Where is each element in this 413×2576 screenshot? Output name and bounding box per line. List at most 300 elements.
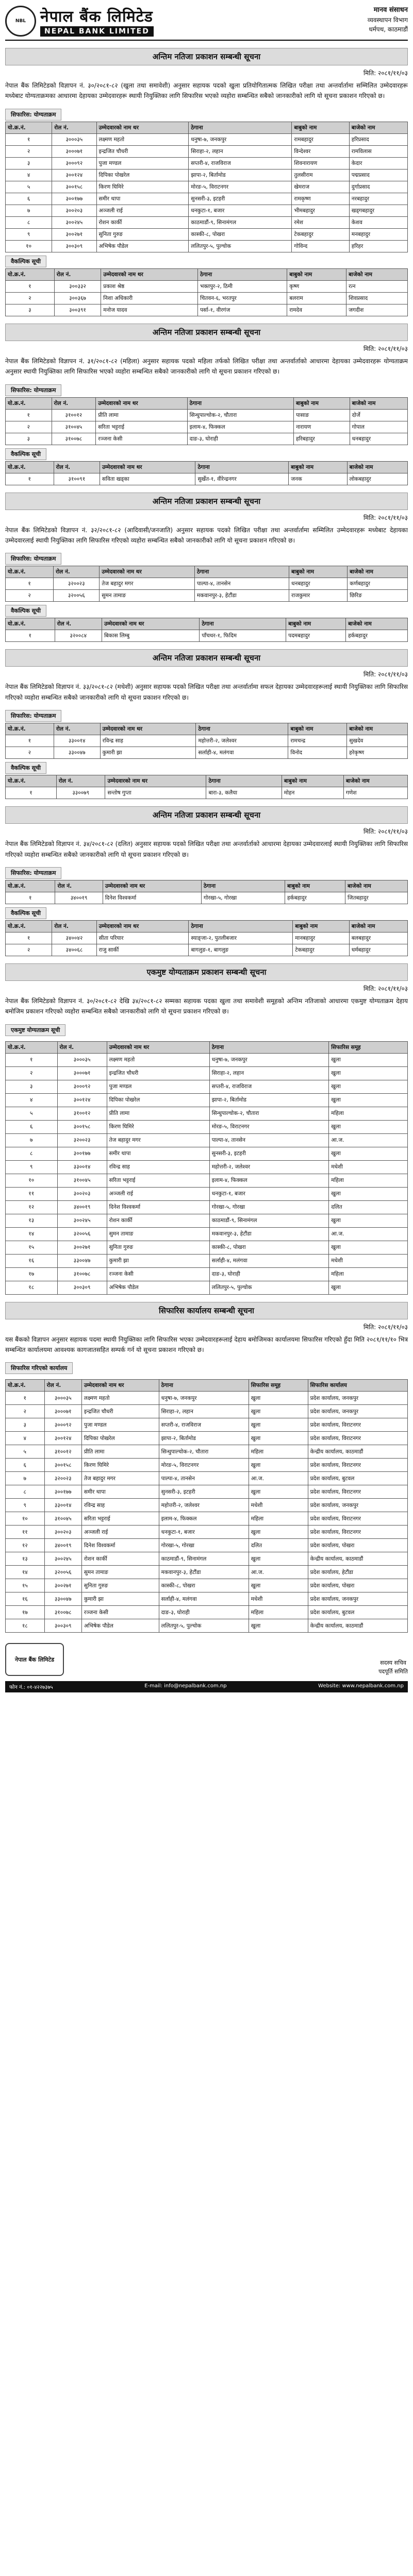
alternate-list-subtitle: वैकल्पिक सूची — [5, 762, 46, 774]
contact-website[interactable]: Website: www.nepalbank.com.np — [318, 1683, 404, 1689]
column-header: उम्मेदवारको नाम थर — [103, 880, 201, 892]
table-cell: १ — [6, 1053, 58, 1066]
table-cell: ३००१७७ — [44, 1485, 81, 1499]
alternate-list-subtitle: वैकल्पिक सूची — [5, 907, 46, 919]
table-cell: बागलुङ-१, बागलुङ — [189, 944, 293, 956]
table-cell: १६ — [6, 1592, 45, 1606]
table-cell: रोशन कार्की — [81, 1552, 159, 1566]
table-cell: ३००१५८ — [57, 1120, 107, 1133]
table-cell: १ — [6, 735, 54, 747]
table-cell: सप्तरी-४, राजविराज — [189, 157, 292, 169]
table-cell: विन्देश्वर — [292, 145, 349, 157]
table-cell: पाल्पा-४, तानसेन — [209, 1133, 329, 1147]
notice-title: अन्तिम नतिजा प्रकाशन सम्बन्धी सूचना — [5, 324, 408, 341]
table-cell: ९ — [6, 1160, 58, 1174]
table-cell: प्रदेश कार्यालय, विराटनगर — [308, 1526, 407, 1539]
table-cell: सीता परियार — [96, 932, 189, 944]
table-cell: ३००१२४ — [52, 169, 96, 181]
table-row — [6, 1133, 408, 1147]
table-cell: १ — [6, 892, 55, 904]
table-cell: महिला — [249, 1606, 308, 1619]
table-cell: ३४००१९ — [55, 892, 103, 904]
column-header: बाबुको नाम — [293, 920, 350, 932]
table-cell: धनकुटा-१, बजार — [159, 1526, 249, 1539]
table-row — [6, 1499, 408, 1512]
table-cell: १८ — [6, 1619, 45, 1633]
column-header: ठेगाना — [195, 461, 289, 473]
table-cell: रञ्जना केसी — [96, 433, 187, 445]
table-cell: ८ — [6, 1147, 58, 1160]
table-cell: ३ — [6, 1418, 45, 1432]
table-cell: किरण घिमिरे — [81, 1459, 159, 1472]
table-cell: सुनसरी-३, इटहरी — [159, 1485, 249, 1499]
result-table — [5, 397, 408, 445]
table-cell: प्रदेश कार्यालय, जनकपुर — [308, 1392, 407, 1405]
notice-title: सिफारिस कार्यालय सम्बन्धी सूचना — [5, 1302, 408, 1319]
column-header: बाजेको नाम — [349, 920, 407, 932]
table-cell: सप्तरी-४, राजविराज — [209, 1080, 329, 1093]
table-row — [6, 892, 408, 904]
table-cell: मधेशी — [249, 1499, 308, 1512]
table-cell: कर्णबहादुर — [348, 578, 408, 590]
notice-paragraph: यस बैंकको विज्ञापन अनुसार सहायक पदमा स्थायी नियुक्तिका लागि सिफारिस भएका उम्मेदवारहरूलाई देहाय बमोजिमका कार्यालयमा सिफारिस गरिएको हुँदा मिति २०८१/११/१० भित्र सम्बन्धित कार्यालयमा आवश्यक कागजातसहित सम्पर्क गर्न यो सूचना प्रकाशन गरिएको छ। — [5, 1335, 408, 1354]
table-cell: २ — [6, 944, 52, 956]
table-cell: १६ — [6, 1254, 58, 1267]
result-table — [5, 880, 408, 904]
table-cell: सुमन तामाङ — [81, 1566, 159, 1579]
table-cell: १० — [6, 1174, 58, 1187]
contact-email[interactable]: E-mail: info@nepalbank.com.np — [144, 1683, 227, 1689]
table-cell: खुला — [329, 1281, 408, 1294]
table-cell: पुजा मण्डल — [81, 1418, 159, 1432]
table-row — [6, 409, 408, 421]
table-cell: गोरखा-५, गोरखा — [201, 892, 285, 904]
column-header: उम्मेदवारको नाम थर — [81, 1380, 159, 1392]
table-header-row — [6, 461, 408, 473]
column-header: ठेगाना — [187, 397, 293, 409]
table-cell: ३००२७१ — [44, 1579, 81, 1592]
table-cell: १ — [6, 473, 54, 485]
table-cell: खुला — [249, 1579, 308, 1592]
notices-container — [5, 48, 408, 956]
table-cell: खुला — [249, 1392, 308, 1405]
table-cell: खुला — [329, 1241, 408, 1254]
table-cell: ५ — [6, 1107, 58, 1120]
table-row — [6, 1445, 408, 1459]
table-cell: ९ — [6, 1499, 45, 1512]
table-cell: १ — [6, 409, 52, 421]
alternate-list-subtitle: वैकल्पिक सूची — [5, 448, 46, 460]
table-cell: सन्तोष गुप्ता — [105, 787, 206, 799]
table-cell: सुनसरी-३, इटहरी — [209, 1147, 329, 1160]
notice-title: अन्तिम नतिजा प्रकाशन सम्बन्धी सूचना — [5, 649, 408, 667]
table-row — [6, 1200, 408, 1214]
table-cell: खुला — [249, 1432, 308, 1445]
table-cell: ३३००७९ — [56, 787, 105, 799]
table-cell: ३३००१४ — [54, 735, 100, 747]
table-row — [6, 1227, 408, 1241]
table-cell: खुला — [329, 1080, 408, 1093]
table-row — [6, 735, 408, 747]
column-header: यो.क्र.नं. — [6, 920, 52, 932]
table-cell: जगदीश — [346, 304, 408, 316]
table-cell: ३ — [6, 157, 52, 169]
table-cell: १३ — [6, 1214, 58, 1227]
column-header: सिफारिस समूह — [329, 1041, 408, 1053]
notice-section — [5, 493, 408, 642]
column-header: उम्मेदवारको नाम थर — [101, 268, 198, 280]
table-cell: धनकुटा-१, बजार — [209, 1187, 329, 1200]
column-header: बाबुको नाम — [286, 618, 346, 630]
page-header — [5, 5, 408, 41]
table-row — [6, 1526, 408, 1539]
table-cell: ५ — [6, 181, 52, 193]
table-cell: १५ — [6, 1579, 45, 1592]
column-header: बाजेको नाम — [345, 880, 407, 892]
column-header: यो.क्र.नं. — [6, 268, 55, 280]
table-row — [6, 747, 408, 759]
table-cell: ३००१५८ — [44, 1459, 81, 1472]
column-header: बाजेको नाम — [349, 122, 407, 133]
table-cell: पदमबहादुर — [286, 630, 346, 642]
table-cell: खेमराज — [292, 181, 349, 193]
table-cell: महिला — [329, 1267, 408, 1281]
list-subtitle: सिफारिस: योग्यताक्रम — [5, 867, 61, 879]
table-row — [6, 216, 408, 228]
table-cell: २ — [6, 292, 55, 304]
table-row — [6, 1147, 408, 1160]
table-cell: इलाम-४, फिक्कल — [187, 421, 293, 433]
table-cell: प्रदेश कार्यालय, पोखरा — [308, 1579, 407, 1592]
table-cell: ३१००१२ — [57, 1107, 107, 1120]
table-cell: ३४००१९ — [57, 1200, 107, 1214]
table-cell: सर्लाही-४, मलंगवा — [196, 747, 288, 759]
table-cell: दुर्गाप्रसाद — [349, 181, 407, 193]
table-cell: गोविन्द — [292, 240, 349, 252]
table-cell: दिनेश विश्वकर्मा — [103, 892, 201, 904]
notice-date: मिति: २०८१/११/०३ — [363, 671, 408, 679]
table-cell: प्रदेश कार्यालय, विराटनगर — [308, 1432, 407, 1445]
table-cell: गणेश — [343, 787, 407, 799]
sign-committee: पदपूर्ति समिति — [378, 1668, 408, 1675]
table-cell: ३२००५६ — [44, 1566, 81, 1579]
table-cell: प्रीति लामा — [107, 1107, 209, 1120]
notice-title: एकमुष्ट योग्यताक्रम प्रकाशन सम्बन्धी सूचना — [5, 963, 408, 981]
table-cell: ३००१७७ — [57, 1147, 107, 1160]
table-cell: २ — [6, 421, 52, 433]
table-cell: १ — [6, 1392, 45, 1405]
table-row — [6, 1485, 408, 1499]
table-cell: खुला — [249, 1526, 308, 1539]
table-cell: ३००३९१ — [54, 304, 101, 316]
table-cell: सरिता भट्टराई — [96, 421, 187, 433]
column-header: ठेगाना — [209, 1041, 329, 1053]
table-cell: ३००२४५ — [52, 216, 96, 228]
table-cell: लोकबहादुर — [347, 473, 407, 485]
table-cell: रञ्जना केसी — [81, 1606, 159, 1619]
table-cell: इन्द्रजित चौधरी — [81, 1405, 159, 1418]
table-cell: अभिषेक पौडेल — [81, 1619, 159, 1633]
table-cell: ३००३०९ — [57, 1281, 107, 1294]
table-cell: २ — [6, 747, 54, 759]
table-cell: ३०००७१ — [57, 1066, 107, 1080]
result-table — [5, 461, 408, 485]
table-cell: १७ — [6, 1267, 58, 1281]
merit-notice-section — [5, 963, 408, 1295]
table-cell: ३००३६७ — [54, 292, 101, 304]
table-cell: प्रकाश श्रेष्ठ — [101, 280, 198, 292]
table-row — [6, 1053, 408, 1066]
table-cell: ३१००१२ — [52, 409, 96, 421]
table-row — [6, 1174, 408, 1187]
table-cell: ललितपुर-५, पुल्चोक — [159, 1619, 249, 1633]
table-cell: महिला — [329, 1174, 408, 1187]
table-cell: ३१००४५ — [52, 421, 96, 433]
table-row — [6, 1107, 408, 1120]
table-cell: ३१००१२ — [44, 1445, 81, 1459]
table-row — [6, 1267, 408, 1281]
table-cell: मकवानपुर-३, हेटौंडा — [159, 1566, 249, 1579]
table-cell: ३२००८४ — [55, 630, 102, 642]
table-cell: मोरङ-५, विराटनगर — [209, 1120, 329, 1133]
table-cell: ३००२७१ — [57, 1241, 107, 1254]
table-cell: मधेशी — [329, 1160, 408, 1174]
table-cell: ३०००७१ — [52, 145, 96, 157]
table-cell: सिन्धुपाल्चोक-२, चौतारा — [159, 1445, 249, 1459]
table-cell: ३००२४५ — [44, 1552, 81, 1566]
table-cell: केशव — [349, 216, 407, 228]
table-row — [6, 280, 408, 292]
column-header: बाजेको नाम — [346, 268, 408, 280]
table-cell: महोत्तरी-२, जलेश्वर — [159, 1499, 249, 1512]
table-cell: दिपिका पोखरेल — [81, 1432, 159, 1445]
table-cell: ३२००५६ — [57, 1227, 107, 1241]
table-cell: बिकास लिम्बु — [102, 630, 199, 642]
table-cell: राजकुमार — [289, 590, 348, 602]
table-cell: शिवनारायण — [292, 157, 349, 169]
table-cell: ३०००९२ — [44, 1418, 81, 1432]
table-cell: सिराहा-२, लहान — [189, 145, 292, 157]
table-cell: १ — [6, 787, 57, 799]
table-row — [6, 1566, 408, 1579]
table-cell: ४ — [6, 1432, 45, 1445]
table-cell: सुनसरी-३, इटहरी — [189, 193, 292, 205]
table-cell: ३०००९२ — [57, 1080, 107, 1093]
table-cell: कुमारी झा — [107, 1254, 209, 1267]
column-header: रोल नं. — [52, 920, 96, 932]
table-cell: रविन्द्र साह — [107, 1160, 209, 1174]
table-cell: तेज बहादुर मगर — [107, 1133, 209, 1147]
column-header: यो.क्र.नं. — [6, 461, 54, 473]
table-cell: ३१००७८ — [52, 433, 96, 445]
table-row — [6, 145, 408, 157]
table-cell: ३१००४५ — [44, 1512, 81, 1526]
column-header: रोल नं. — [52, 122, 96, 133]
table-cell: पाल्पा-४, तानसेन — [194, 578, 289, 590]
table-row — [6, 292, 408, 304]
table-cell: सिराहा-२, लहान — [159, 1405, 249, 1418]
table-row — [6, 944, 408, 956]
table-cell: सर्लाही-४, मलंगवा — [209, 1254, 329, 1267]
table-cell: आ.ज. — [249, 1472, 308, 1485]
table-cell: भीमबहादुर — [292, 205, 349, 216]
table-cell: ३००१५८ — [52, 181, 96, 193]
table-cell: पुजा मण्डल — [96, 157, 189, 169]
table-cell: रविन्द्र साह — [100, 735, 196, 747]
table-cell: हरिबहादुर — [293, 433, 350, 445]
table-cell: काठमाडौं-९, सिनामंगल — [209, 1214, 329, 1227]
table-cell: दिपिका पोखरेल — [107, 1093, 209, 1107]
notice-title: अन्तिम नतिजा प्रकाशन सम्बन्धी सूचना — [5, 48, 408, 65]
table-row — [6, 1512, 408, 1526]
table-row — [6, 1592, 408, 1606]
column-header: बाजेको नाम — [347, 723, 408, 735]
table-cell: लक्ष्मण महतो — [81, 1392, 159, 1405]
column-header: उम्मेदवारको नाम थर — [102, 618, 199, 630]
notice-page — [5, 0, 408, 1698]
table-cell: ३००२०३ — [52, 205, 96, 216]
table-row — [6, 1281, 408, 1294]
table-cell: धर्मबहादुर — [349, 944, 407, 956]
table-cell: प्रदेश कार्यालय, विराटनगर — [308, 1459, 407, 1472]
notice-section — [5, 649, 408, 799]
table-cell: इन्द्रजित चौधरी — [96, 145, 189, 157]
table-cell: ३२००२३ — [57, 1133, 107, 1147]
office-block — [368, 5, 408, 34]
table-cell: ३०००७१ — [44, 1405, 81, 1418]
notice-date: मिति: २०८१/११/०३ — [363, 70, 408, 77]
table-cell: खुला — [249, 1418, 308, 1432]
notice-date: मिति: २०८१/११/०३ — [363, 1323, 408, 1331]
table-cell: कृष्ण — [287, 280, 346, 292]
table-cell: १० — [6, 240, 52, 252]
table-cell: समीर थापा — [81, 1485, 159, 1499]
table-row — [6, 1214, 408, 1227]
table-row — [6, 1432, 408, 1445]
column-header: बाबुको नाम — [282, 775, 343, 787]
table-cell: ३१००७८ — [44, 1606, 81, 1619]
column-header: बाजेको नाम — [343, 775, 407, 787]
result-table — [5, 775, 408, 799]
table-cell: रञ्जना केसी — [107, 1267, 209, 1281]
table-row — [6, 1066, 408, 1080]
table-header-row — [6, 775, 408, 787]
column-header: बाजेको नाम — [346, 618, 408, 630]
table-cell: ३१००९१ — [54, 473, 100, 485]
table-cell: धनुषा-७, जनकपुर — [189, 133, 292, 145]
column-header: बाबुको नाम — [289, 566, 348, 578]
table-header-row — [6, 397, 408, 409]
table-row — [6, 421, 408, 433]
table-row — [6, 304, 408, 316]
table-cell: काठमाडौं-९, सिनामंगल — [189, 216, 292, 228]
table-cell: रोशन कार्की — [96, 216, 189, 228]
table-cell: खुला — [329, 1187, 408, 1200]
contact-bar — [5, 1681, 408, 1692]
table-cell: १ — [6, 578, 54, 590]
sign-title: सदस्य सचिव — [380, 1659, 406, 1667]
big-notices-container — [5, 963, 408, 1633]
column-header: ठेगाना — [201, 880, 285, 892]
table-cell: धनुषा-७, जनकपुर — [159, 1392, 249, 1405]
table-cell: खुला — [329, 1053, 408, 1066]
table-cell: हर्कबहादुर — [346, 630, 408, 642]
table-cell: ४ — [6, 169, 52, 181]
table-cell: ३००१२४ — [57, 1093, 107, 1107]
table-cell: ३३००४७ — [54, 747, 100, 759]
table-cell: झापा-२, बिर्तामोड — [159, 1432, 249, 1445]
table-cell: समीर थापा — [107, 1147, 209, 1160]
table-cell: २ — [6, 145, 52, 157]
table-row — [6, 433, 408, 445]
table-cell: सिराहा-२, लहान — [209, 1066, 329, 1080]
table-cell: महिला — [249, 1512, 308, 1526]
table-cell: पर्सा-१, वीरगंज — [197, 304, 287, 316]
table-cell: रमेश — [292, 216, 349, 228]
table-cell: प्रदेश कार्यालय, बुटवल — [308, 1472, 407, 1485]
table-row — [6, 1241, 408, 1254]
table-cell: कास्की-८, पोखरा — [209, 1241, 329, 1254]
table-cell: दाङ-३, घोराही — [187, 433, 293, 445]
table-cell: गोरखा-५, गोरखा — [159, 1539, 249, 1552]
office-line-1: मानव संसाधन — [373, 6, 408, 14]
table-row — [6, 1619, 408, 1633]
column-header: यो.क्र.नं. — [6, 775, 57, 787]
table-row — [6, 193, 408, 205]
table-cell: ६ — [6, 1459, 45, 1472]
table-row — [6, 1254, 408, 1267]
table-cell: सुनिता गुरुङ — [107, 1241, 209, 1254]
table-cell: चितवन-६, भरतपुर — [197, 292, 287, 304]
table-cell: ३१००४५ — [57, 1174, 107, 1187]
table-cell: ३२००५६ — [54, 590, 100, 602]
table-cell: किरण घिमिरे — [96, 181, 189, 193]
table-cell: सप्तरी-४, राजविराज — [159, 1418, 249, 1432]
table-cell: पाँचथर-१, फिदिम — [200, 630, 286, 642]
table-header-row — [6, 920, 408, 932]
table-cell: ३००२०३ — [57, 1187, 107, 1200]
table-cell: रामविलास — [349, 145, 407, 157]
table-cell: स्याङ्जा-२, पुतलीबजार — [189, 932, 293, 944]
table-cell: कुमारी झा — [81, 1592, 159, 1606]
table-cell: केन्द्रीय कार्यालय, काठमाडौं — [308, 1445, 407, 1459]
bank-seal-icon: NBL — [5, 6, 36, 37]
column-header: रोल नं. — [56, 775, 105, 787]
table-cell: खुला — [249, 1405, 308, 1418]
column-header: यो.क्र.नं. — [6, 1380, 45, 1392]
table-cell: प्रदेश कार्यालय, विराटनगर — [308, 1485, 407, 1499]
table-cell: प्रदेश कार्यालय, जनकपुर — [308, 1592, 407, 1606]
notice-title: अन्तिम नतिजा प्रकाशन सम्बन्धी सूचना — [5, 493, 408, 510]
office-line-2: व्यवस्थापन विभाग — [367, 16, 408, 24]
column-header: ठेगाना — [197, 268, 287, 280]
table-cell: ३४००१९ — [44, 1539, 81, 1552]
column-header: सिफारिस समूह — [249, 1380, 308, 1392]
column-header: उम्मेदवारको नाम थर — [96, 397, 187, 409]
column-header: रोल नं. — [55, 618, 102, 630]
page-footer — [5, 1643, 408, 1676]
alternate-list-subtitle: वैकल्पिक सूची — [5, 256, 46, 267]
column-header: यो.क्र.नं. — [6, 618, 55, 630]
column-header: ठेगाना — [159, 1380, 249, 1392]
table-cell: राजु सार्की — [96, 944, 189, 956]
table-cell: रत्न — [346, 280, 408, 292]
table-cell: मकवानपुर-३, हेटौंडा — [194, 590, 289, 602]
column-header: उम्मेदवारको नाम थर — [107, 1041, 209, 1053]
table-row — [6, 133, 408, 145]
table-cell: दलित — [329, 1200, 408, 1214]
table-row — [6, 1093, 408, 1107]
